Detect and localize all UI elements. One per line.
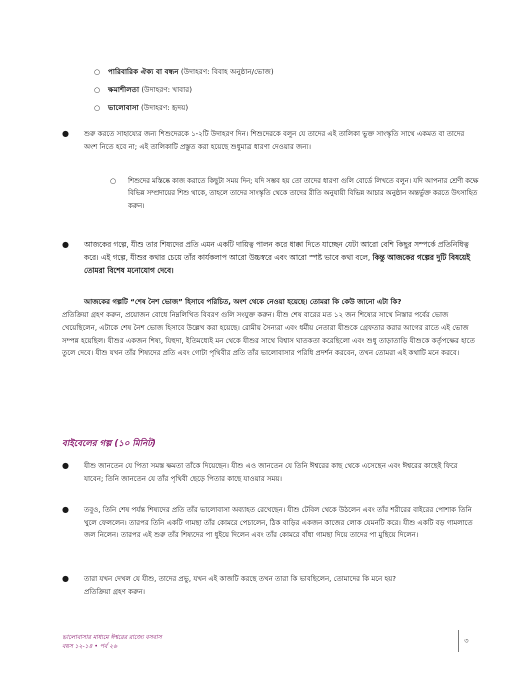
bullet-jesus-knew: ● যীশু জানতেন যে পিতা সমস্ত ক্ষমতা তাঁকে দিয়েছেন। যীশু এও জানতেন যে তিনি ঈশ্বরের কাছ থেকে এসেছেন এবং ঈশ্বরের কাছেই ফিরে যাবেন; তিনি জানতেন যে তাঁর পৃথিবী ছেড়ে পিতার কাছে যাওয়ার সময়। — [62, 461, 458, 483]
paragraph-last-supper-details: প্রতিক্রিয়া গ্রহণ করুন, প্রয়োজন বোধে নিম্নলিখিত বিবরণ গুলি সংযুক্ত করুন। যীশু শেষ বারের মত ১২ জন শিষ্যের সাথে নিস্তার পর্বের ভোজ খেয়েছিলেন, এটাকে শেষ নৈশ ভোজ হিসাবে উল্লেখ করা হয়েছে। রোমীয় সৈন্যরা এবং ধর্মীয় নেতারা যীশুকে গ্রেফতার করার আগের রাতে এই ভোজ সম্পন্ন হয়েছিল। যীশুর একজন শিষ্য, যিহুদা, ইতিমধ্যেই মন থেকে যীশুর সাথে বিশ্বাস ঘাতকতা করেছিলো এবং শুধু তাড়াতাড়ি যীশুকে কর্তৃপক্ষের হাতে তুলে দেবে। যীশু যখন তাঁর শিষ্যদের প্রতি এবং গোটা পৃথিবীর প্রতি তাঁর ভালোবাসার পরিধি প্রদর্শন করবেন, তখন তোমরা এই কথাটি মনে করবে। — [62, 311, 475, 358]
paragraph-last-supper-question: আজকের গল্পটি “শেষ নৈশ ভোজ” হিসাবে পরিচিত, অংশ থেকে নেওয়া হয়েছে। তোমরা কি কেউ জানো এটা কি? — [84, 298, 402, 306]
page-number: ৩ — [464, 637, 469, 645]
sub-list-item — [94, 81, 488, 99]
hollow-bullet-icon: ○ — [94, 86, 101, 94]
response-note: প্রতিক্রিয়া গ্রহণ করুন। — [84, 587, 146, 596]
footer-title — [62, 633, 162, 651]
bullet-washing-feet: ● তবুও, তিনি শেষ পর্যন্ত শিষ্যদের প্রতি তাঁর ভালোবাসা অব্যাহত রেখেছেন। যীশু টেবিল থেকে উঠলেন এবং তাঁর শরীরের বাইরের পোশাক তিনি খুলে ফেললেন। তারপর তিনি একটি গামছা তাঁর কোমরে পেচালেন, ঠিক বাড়ির একজন কাজের লোক যেমনটি করে। যীশু একটি বড় গামলাতে জল নিলেন। তারপর এই শুরু তাঁর শিষ্যদের পা ধুইয়ে দিলেন এবং তাঁর কোমরে বাঁধা গামছা দিয়ে তাদের পা মুছিয়ে দিলেন। — [62, 505, 473, 540]
bullet-discussion-question: ● তারা যখন দেখল যে যীশু, তাদের প্রভু, যখন এই কাজটি করছে তখন তারা কি ভাবছিলেন, তোমাদের কি মনে হয়? প্রতিক্রিয়া গ্রহণ করুন। — [62, 574, 396, 596]
hollow-bullet-icon: ○ — [110, 177, 117, 185]
bullet-story-intro: ● আজকের গল্পে, যীশু তার শিষ্যদের প্রতি এমন একটি দায়িত্ব পালন করে ধাক্কা দিতে যাচ্ছেন যেটা আরো বেশি কিছুর সম্পর্কে প্রতিনিধিত্ব করে। এই গল্পে, যীশুর কথার চেয়ে তাঁর কার্যকলাপ আরো উচ্চস্বরে এবং আরো স্পষ্ট ভাবে কথা বলে, কিন্তু আজকের গল্পের দুটি বিষয়েই তোমরা বিশেষ মনোযোগ দেবে। — [62, 240, 471, 275]
footer-line: বয়স ১২-১৪ • পর্ব ২৬ — [62, 643, 117, 650]
bullet-icon: ● — [62, 505, 69, 514]
footer-divider — [458, 630, 459, 652]
footer-line: ভালোবাসার মাধ্যমে ঈশ্বরের রাজ্যে বসবাস — [62, 634, 162, 641]
sub-item-bold: পারিবারিক ঐক্য বা বন্ধন — [108, 67, 179, 76]
bullet-icon: ● — [62, 129, 69, 138]
sub-item-rest: (উদাহরণ: হৃদয়) — [138, 103, 189, 112]
sub-list-item — [94, 99, 488, 117]
bullet-examples-instruction: ● শুরু করতে সাহায্যের জন্য শিশুদেরকে ১-২টি উদাহরণ দিন। শিশুদেরকে বলুন যে তাদের এই তালিকা ভুক্ত সাংস্কৃতি সাথে একমত বা তাদের অংশ নিতে হবে না; এই তালিকাটি প্রস্তুত করা হয়েছে শুধুমাত্র ধারণা দেওয়ার জন্য। — [62, 129, 465, 151]
sub-item-rest: (উদাহরণ: খাবার) — [139, 85, 193, 94]
value-sub-list — [94, 63, 488, 117]
sub-item-bold: ক্ষমাশীলতা — [108, 85, 140, 94]
sub-bullet-brainstorm: ○ শিশুদের মস্তিষ্কে কাজ করাতে কিছুটা সময় দিন; যদি সম্ভব হয় তো তাদের ধারণা গুলি বোর্ডে লিখতে বলুন। যদি আপনার শ্রেণী কক্ষে বিভিন্ন সম্প্রদায়ের শিশু থাকে, তাহলে তাদের সাংস্কৃতি থেকে তাদের রীতি অনুযায়ী বিভিন্ন আচার অনুষ্ঠান অন্তর্ভুক্ত করতে উৎসাহিত করুন। — [110, 177, 479, 210]
hollow-bullet-icon: ○ — [94, 104, 101, 112]
sub-item-rest: (উদাহরণ: বিবাহ অনুষ্ঠান/ভোজ) — [178, 67, 274, 76]
sub-list-item — [94, 63, 488, 81]
sub-item-bold: ভালোবাসা — [108, 103, 139, 112]
section-heading: বাইবেলের গল্প (১০ মিনিট) — [62, 439, 156, 449]
bullet-icon: ● — [62, 240, 69, 249]
hollow-bullet-icon: ○ — [94, 68, 101, 76]
bullet-icon: ● — [62, 574, 69, 583]
bullet-icon: ● — [62, 461, 69, 470]
